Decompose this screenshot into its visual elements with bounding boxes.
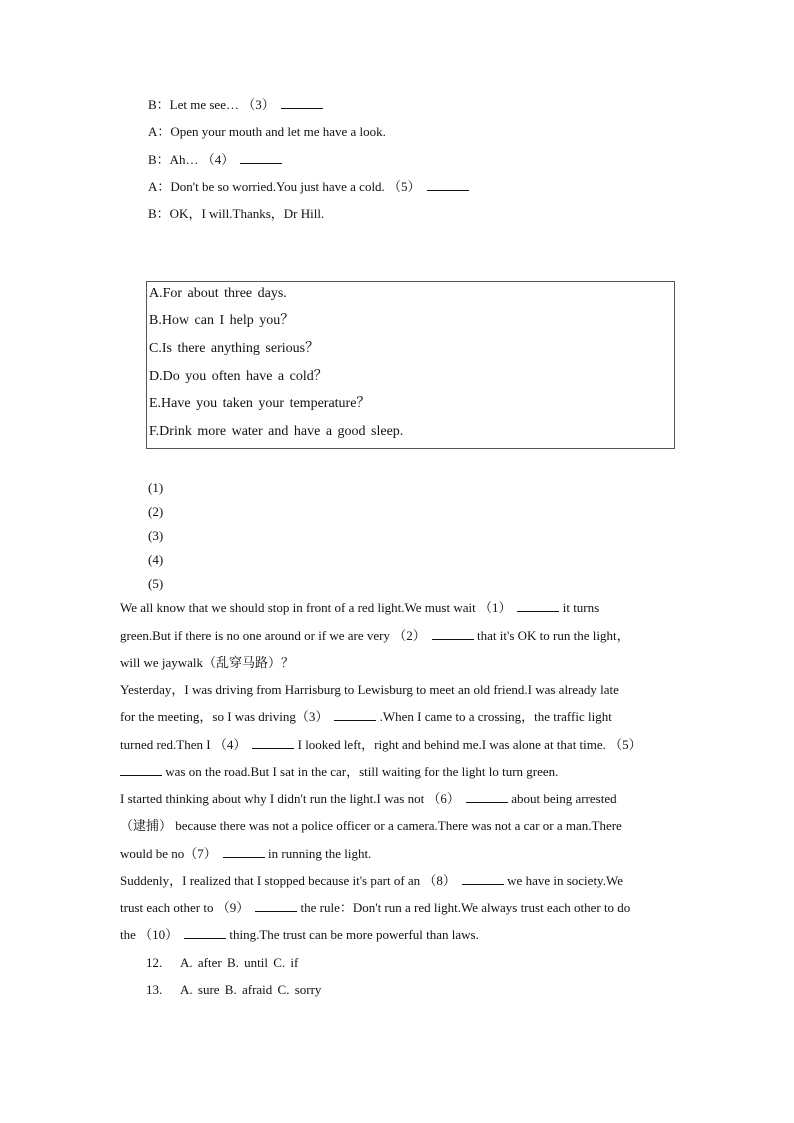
option-b: B.How can I help you？ [149,313,295,328]
passage-line [120,709,612,725]
answer-number: (3) [148,528,164,543]
dialogue-speaker: A： [148,124,171,139]
passage-text: I started thinking about why I didn't run the light.I was not （6） [120,791,460,806]
passage-line [120,628,630,644]
dialogue-line [148,179,469,195]
passage-blank [223,846,265,858]
dialogue-line [148,206,324,222]
passage-text: we have in society.We [507,873,623,888]
option-d: D.Do you often have a cold？ [149,369,328,384]
passage-blank [462,873,504,885]
passage-blank [252,737,294,749]
passage-text: the （10） [120,927,179,942]
question-number: 13. [146,982,163,997]
answer-blank [427,179,469,191]
answer-blank [281,97,323,109]
dialogue-speaker: B： [148,152,170,167]
passage-line [120,818,622,834]
passage-text: trust each other to （9） [120,900,250,915]
question-choices: A. sure B. afraid C. sorry [180,982,322,997]
passage-line [120,927,479,943]
option-a: A.For about three days. [149,286,287,301]
passage-line [120,873,623,889]
options-box [146,281,675,449]
passage-text: I looked left，right and behind me.I was alone at that time. （5） [297,737,642,752]
passage-line [120,737,642,753]
passage-line [120,682,619,698]
passage-text: in running the light. [268,846,372,861]
dialogue-text: Ah… （4） [169,152,235,167]
passage-line [120,846,371,862]
dialogue-line [148,152,282,168]
dialogue-line [148,124,386,140]
passage-blank [255,900,297,912]
passage-blank [184,927,226,939]
passage-line [120,600,599,616]
dialogue-text: Let me see… （3） [169,97,275,112]
passage-blank [120,764,162,776]
passage-line [120,655,294,671]
question-item [146,982,321,998]
option-e: E.Have you taken your temperature？ [149,396,371,411]
passage-text: was on the road.But I sat in the car，still waiting for the light lo turn green. [165,764,559,779]
passage-line [120,791,617,807]
dialogue-text: Don't be so worried.You just have a cold. （5） [170,179,421,194]
answer-number: (4) [148,552,164,567]
passage-text: We all know that we should stop in front of a red light.We must wait （1） [120,600,512,615]
passage-blank [334,709,376,721]
passage-text: will we jaywalk（乱穿马路）？ [120,655,295,670]
option-f: F.Drink more water and have a good sleep. [149,424,404,439]
passage-text: for the meeting，so I was driving（3） [120,709,329,724]
answer-number: (5) [148,576,164,591]
passage-blank [432,628,474,640]
passage-text: Suddenly，I realized that I stopped because it's part of an （8） [120,873,456,888]
passage-line [120,764,558,780]
answer-blank [240,152,282,164]
question-choices: A. after B. until C. if [180,955,299,970]
passage-text: would be no（7） [120,846,217,861]
passage-line [120,900,630,916]
passage-blank [517,600,559,612]
dialogue-speaker: B： [148,206,170,221]
question-item [146,955,298,971]
option-c: C.Is there anything serious？ [149,341,320,356]
dialogue-line [148,97,323,113]
passage-text: that it's OK to run the light， [477,628,630,643]
passage-text: turned red.Then I （4） [120,737,247,752]
passage-text: thing.The trust can be more powerful than laws. [229,927,479,942]
dialogue-text: OK，I will.Thanks，Dr Hill. [169,206,325,221]
question-number: 12. [146,955,163,970]
answer-number: (2) [148,504,164,519]
passage-text: about being arrested [511,791,617,806]
dialogue-speaker: B： [148,97,170,112]
passage-text: the rule：Don't run a red light.We always trust each other to do [300,900,631,915]
answer-number: (1) [148,480,164,495]
passage-text: Yesterday，I was driving from Harrisburg to Lewisburg to meet an old friend.I was already late [120,682,619,697]
passage-blank [466,791,508,803]
passage-text: .When I came to a crossing，the traffic light [379,709,612,724]
passage-text: （逮捕） because there was not a police officer or a camera.There was not a car or a man.There [120,818,622,833]
passage-text: green.But if there is no one around or if we are very （2） [120,628,426,643]
dialogue-text: Open your mouth and let me have a look. [170,124,386,139]
passage-text: it turns [562,600,600,615]
dialogue-speaker: A： [148,179,171,194]
